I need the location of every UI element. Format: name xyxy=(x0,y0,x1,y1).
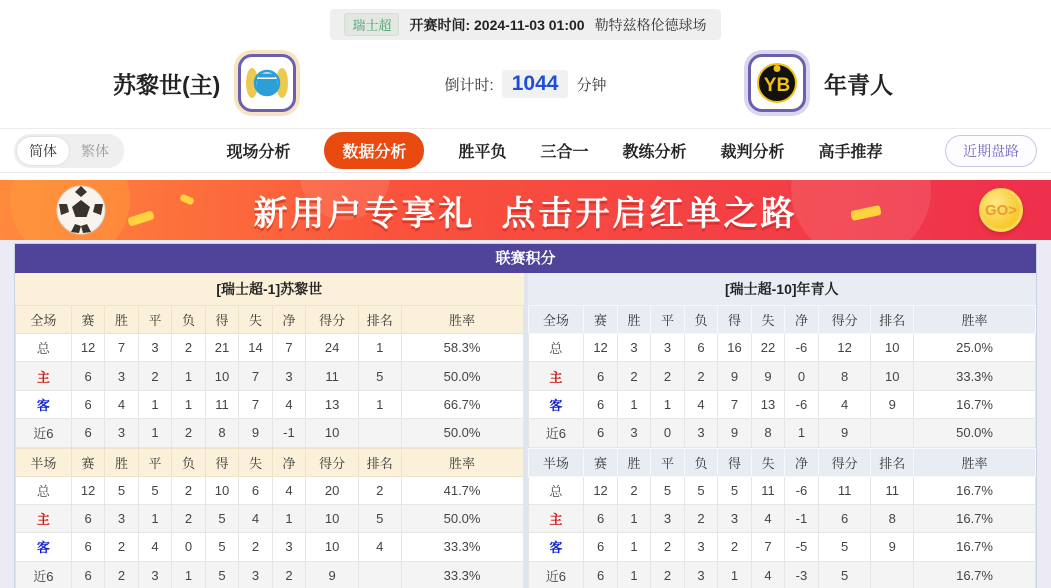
stat-cell: 16 xyxy=(718,334,751,362)
away-team-logo xyxy=(748,54,806,112)
column-header: 赛 xyxy=(71,306,104,334)
stat-cell: 3 xyxy=(617,334,650,362)
stat-cell: 4 xyxy=(751,504,784,532)
column-header: 负 xyxy=(172,448,205,476)
recent-trends-button[interactable]: 近期盘路 xyxy=(945,135,1037,167)
stat-cell: 7 xyxy=(239,390,272,418)
stat-cell: 6 xyxy=(584,561,617,588)
column-header: 半场 xyxy=(16,448,72,476)
row-label: 主 xyxy=(16,362,72,390)
stat-cell: -3 xyxy=(785,561,818,588)
column-header: 净 xyxy=(272,306,305,334)
table-row xyxy=(528,561,1036,588)
away-stats-panel xyxy=(528,273,1037,588)
stat-cell: 9 xyxy=(306,561,359,588)
column-header: 赛 xyxy=(584,448,617,476)
stat-cell: 6 xyxy=(818,504,871,532)
stat-cell: 6 xyxy=(684,334,717,362)
column-header: 失 xyxy=(239,306,272,334)
stat-cell: -6 xyxy=(785,390,818,418)
stat-cell: 10 xyxy=(306,419,359,447)
stat-cell: 1 xyxy=(617,561,650,588)
stat-cell: 7 xyxy=(718,390,751,418)
column-header: 得 xyxy=(205,448,238,476)
table-row xyxy=(16,533,524,561)
home-half-header xyxy=(16,448,524,476)
stat-cell: 12 xyxy=(818,334,871,362)
tables-wrap xyxy=(15,273,1036,588)
table-row xyxy=(16,561,524,588)
column-header: 负 xyxy=(684,448,717,476)
stat-cell: 1 xyxy=(272,504,305,532)
stat-cell: 25.0% xyxy=(914,334,1036,362)
row-label: 客 xyxy=(528,390,584,418)
table-row xyxy=(16,476,524,504)
stat-cell: 1 xyxy=(617,533,650,561)
stat-cell: 5 xyxy=(684,476,717,504)
away-subtitle: [瑞士超-10]年青人 xyxy=(528,273,1037,305)
tab-data-analysis[interactable]: 数据分析 xyxy=(324,132,424,169)
stat-cell: 4 xyxy=(358,533,401,561)
column-header: 胜 xyxy=(105,448,138,476)
home-subtitle: [瑞士超-1]苏黎世 xyxy=(15,273,524,305)
nav-bar xyxy=(0,128,1051,173)
stat-cell: 5 xyxy=(105,476,138,504)
banner-text: 新用户专享礼 点击开启红单之路 xyxy=(253,194,798,233)
stat-cell: 5 xyxy=(651,476,684,504)
column-header: 胜率 xyxy=(401,448,523,476)
stat-cell: 6 xyxy=(584,362,617,390)
stat-cell: 16.7% xyxy=(914,533,1036,561)
stat-cell: 3 xyxy=(617,419,650,447)
row-label: 客 xyxy=(16,390,72,418)
stat-cell: 4 xyxy=(239,504,272,532)
stat-cell: 1 xyxy=(358,334,401,362)
column-header: 负 xyxy=(172,306,205,334)
stat-cell: 3 xyxy=(138,334,171,362)
stat-cell: 0 xyxy=(785,362,818,390)
home-full-header xyxy=(16,306,524,334)
column-header: 平 xyxy=(651,448,684,476)
stat-cell: 50.0% xyxy=(401,504,523,532)
row-label: 近6 xyxy=(528,561,584,588)
countdown-value: 1044 xyxy=(502,70,569,98)
stat-cell: 14 xyxy=(239,334,272,362)
stat-cell: 10 xyxy=(205,476,238,504)
row-label: 主 xyxy=(528,362,584,390)
stat-cell: 2 xyxy=(684,362,717,390)
column-header: 赛 xyxy=(584,306,617,334)
column-header: 得 xyxy=(718,306,751,334)
stat-cell: 6 xyxy=(71,533,104,561)
stat-cell: 11 xyxy=(751,476,784,504)
row-label: 主 xyxy=(528,504,584,532)
column-header: 胜 xyxy=(617,306,650,334)
stat-cell: 4 xyxy=(818,390,871,418)
stat-cell: 9 xyxy=(871,390,914,418)
stat-cell: 5 xyxy=(718,476,751,504)
column-header: 全场 xyxy=(16,306,72,334)
stat-cell: 10 xyxy=(306,533,359,561)
row-label: 近6 xyxy=(16,561,72,588)
promo-banner[interactable] xyxy=(0,180,1051,240)
stat-cell: 9 xyxy=(718,419,751,447)
table-row xyxy=(528,334,1036,362)
stat-cell: 3 xyxy=(272,533,305,561)
stat-cell: 3 xyxy=(105,504,138,532)
row-label: 近6 xyxy=(528,419,584,447)
stat-cell: 11 xyxy=(818,476,871,504)
venue-name: 勒特兹格伦德球场 xyxy=(594,16,707,33)
stat-cell: 66.7% xyxy=(401,390,523,418)
column-header: 全场 xyxy=(528,306,584,334)
stat-cell: 12 xyxy=(584,476,617,504)
stat-cell: 5 xyxy=(818,533,871,561)
column-header: 胜率 xyxy=(914,448,1036,476)
league-badge: 瑞士超 xyxy=(344,13,399,36)
stat-cell: 7 xyxy=(239,362,272,390)
kickoff-time: 开赛时间: 2024-11-03 01:00 xyxy=(409,16,585,33)
stat-cell: 2 xyxy=(617,362,650,390)
column-header: 平 xyxy=(138,306,171,334)
stat-cell: 1 xyxy=(617,390,650,418)
row-label: 总 xyxy=(16,334,72,362)
stat-cell: 2 xyxy=(617,476,650,504)
stat-cell: 1 xyxy=(172,390,205,418)
lang-simplified-button[interactable]: 简体 xyxy=(17,137,69,165)
stat-cell: 2 xyxy=(172,334,205,362)
stat-cell: 3 xyxy=(684,533,717,561)
stat-cell: -5 xyxy=(785,533,818,561)
row-label: 总 xyxy=(16,476,72,504)
stat-cell: 3 xyxy=(684,419,717,447)
stat-cell: 2 xyxy=(718,533,751,561)
stat-cell: 2 xyxy=(651,533,684,561)
table-row xyxy=(16,362,524,390)
column-header: 失 xyxy=(751,448,784,476)
stat-cell: 10 xyxy=(306,504,359,532)
stat-cell: 33.3% xyxy=(914,362,1036,390)
stat-cell: 21 xyxy=(205,334,238,362)
away-full-table xyxy=(528,305,1037,448)
table-row xyxy=(528,390,1036,418)
stat-cell: 6 xyxy=(71,561,104,588)
stat-cell: 2 xyxy=(239,533,272,561)
stat-cell xyxy=(358,419,401,447)
table-row xyxy=(16,504,524,532)
stat-cell: 5 xyxy=(138,476,171,504)
tab-referee-analysis[interactable]: 裁判分析 xyxy=(720,144,785,161)
column-header: 净 xyxy=(785,448,818,476)
stat-cell: 13 xyxy=(306,390,359,418)
column-header: 排名 xyxy=(358,448,401,476)
stat-cell: 10 xyxy=(871,362,914,390)
stat-cell: 4 xyxy=(272,390,305,418)
stat-cell: 58.3% xyxy=(401,334,523,362)
stat-cell: 8 xyxy=(818,362,871,390)
stat-cell xyxy=(358,561,401,588)
column-header: 净 xyxy=(272,448,305,476)
stat-cell: 41.7% xyxy=(401,476,523,504)
column-header: 得分 xyxy=(818,306,871,334)
stat-cell: 1 xyxy=(785,419,818,447)
column-header: 半场 xyxy=(528,448,584,476)
column-header: 失 xyxy=(239,448,272,476)
tab-three-in-one[interactable]: 三合一 xyxy=(540,144,589,161)
stat-cell: 6 xyxy=(584,419,617,447)
tab-live-analysis[interactable]: 现场分析 xyxy=(226,144,291,161)
league-points-box xyxy=(14,243,1037,588)
stat-cell: 3 xyxy=(651,504,684,532)
column-header: 胜 xyxy=(617,448,650,476)
table-row xyxy=(16,390,524,418)
column-header: 胜率 xyxy=(401,306,523,334)
stat-cell: 24 xyxy=(306,334,359,362)
home-stats-panel xyxy=(15,273,524,588)
stat-cell: 6 xyxy=(71,419,104,447)
stat-cell: 5 xyxy=(358,504,401,532)
stat-cell: 4 xyxy=(751,561,784,588)
stat-cell: 16.7% xyxy=(914,504,1036,532)
table-row xyxy=(528,504,1036,532)
home-half-table xyxy=(15,448,524,588)
match-info xyxy=(330,9,720,40)
row-label: 总 xyxy=(528,334,584,362)
stat-cell: 5 xyxy=(205,561,238,588)
stat-cell: 5 xyxy=(205,504,238,532)
stat-cell: 1 xyxy=(718,561,751,588)
league-table-section xyxy=(0,240,1051,588)
stat-cell: 2 xyxy=(172,419,205,447)
stat-cell: 0 xyxy=(651,419,684,447)
stat-cell: 16.7% xyxy=(914,476,1036,504)
stat-cell: 1 xyxy=(138,390,171,418)
stat-cell: -1 xyxy=(785,504,818,532)
stat-cell: 50.0% xyxy=(401,362,523,390)
stat-cell: 1 xyxy=(138,419,171,447)
stat-cell: 2 xyxy=(272,561,305,588)
column-header: 平 xyxy=(651,306,684,334)
stat-cell: 1 xyxy=(172,362,205,390)
stat-cell: 2 xyxy=(358,476,401,504)
stat-cell: 3 xyxy=(651,334,684,362)
column-header: 失 xyxy=(751,306,784,334)
stat-cell: 6 xyxy=(71,504,104,532)
stat-cell: 7 xyxy=(105,334,138,362)
table-row xyxy=(16,419,524,447)
stat-cell: -6 xyxy=(785,476,818,504)
stat-cell xyxy=(871,561,914,588)
tab-expert-picks[interactable]: 高手推荐 xyxy=(818,144,883,161)
stat-cell: 12 xyxy=(584,334,617,362)
league-table-title: 联赛积分 xyxy=(15,244,1036,273)
stat-cell: 7 xyxy=(272,334,305,362)
stat-cell: 2 xyxy=(138,362,171,390)
stat-cell: 8 xyxy=(871,504,914,532)
table-row xyxy=(528,362,1036,390)
away-full-header xyxy=(528,306,1036,334)
row-label: 近6 xyxy=(16,419,72,447)
stat-cell: 9 xyxy=(239,419,272,447)
tab-win-draw-lose[interactable]: 胜平负 xyxy=(458,144,507,161)
column-header: 平 xyxy=(138,448,171,476)
row-label: 主 xyxy=(16,504,72,532)
stat-cell: 7 xyxy=(751,533,784,561)
home-full-table xyxy=(15,305,524,448)
column-header: 得分 xyxy=(306,448,359,476)
stat-cell: 6 xyxy=(584,533,617,561)
stat-cell: 13 xyxy=(751,390,784,418)
language-toggle xyxy=(14,134,124,168)
stat-cell: 6 xyxy=(584,504,617,532)
stat-cell: 50.0% xyxy=(914,419,1036,447)
table-row xyxy=(528,533,1036,561)
stat-cell: 3 xyxy=(684,561,717,588)
stat-cell: 9 xyxy=(818,419,871,447)
column-header: 净 xyxy=(785,306,818,334)
stat-cell: 4 xyxy=(272,476,305,504)
stat-cell: 5 xyxy=(358,362,401,390)
stat-cell: 11 xyxy=(306,362,359,390)
countdown xyxy=(0,70,1051,98)
stat-cell: 3 xyxy=(105,362,138,390)
away-team-name: 年青人 xyxy=(824,71,893,98)
stat-cell: 22 xyxy=(751,334,784,362)
column-header: 赛 xyxy=(71,448,104,476)
stat-cell: 16.7% xyxy=(914,561,1036,588)
stat-cell: 3 xyxy=(239,561,272,588)
stat-cell: 1 xyxy=(138,504,171,532)
stat-cell: 10 xyxy=(871,334,914,362)
stat-cell: 16.7% xyxy=(914,390,1036,418)
column-header: 排名 xyxy=(358,306,401,334)
row-label: 客 xyxy=(16,533,72,561)
stat-cell: 2 xyxy=(105,533,138,561)
stat-cell: 4 xyxy=(138,533,171,561)
column-header: 胜率 xyxy=(914,306,1036,334)
stat-cell: 9 xyxy=(871,533,914,561)
column-header: 负 xyxy=(684,306,717,334)
table-row xyxy=(528,419,1036,447)
stat-cell: 10 xyxy=(205,362,238,390)
column-header: 排名 xyxy=(871,306,914,334)
lang-traditional-button[interactable]: 繁体 xyxy=(81,142,109,159)
away-team xyxy=(748,54,893,112)
stat-cell: 2 xyxy=(172,476,205,504)
stat-cell: 3 xyxy=(718,504,751,532)
stat-cell: 33.3% xyxy=(401,561,523,588)
stat-cell: 9 xyxy=(718,362,751,390)
stat-cell: 12 xyxy=(71,476,104,504)
stat-cell: 2 xyxy=(684,504,717,532)
stat-cell: 5 xyxy=(205,533,238,561)
home-team-name: 苏黎世(主) xyxy=(113,71,221,98)
stat-cell: 50.0% xyxy=(401,419,523,447)
nav-tabs xyxy=(164,132,945,169)
countdown-unit: 分钟 xyxy=(576,76,607,94)
stat-cell: 1 xyxy=(172,561,205,588)
stat-cell: 11 xyxy=(205,390,238,418)
row-label: 客 xyxy=(528,533,584,561)
stat-cell: 6 xyxy=(71,362,104,390)
stat-cell: 33.3% xyxy=(401,533,523,561)
table-row xyxy=(528,476,1036,504)
stat-cell: 0 xyxy=(172,533,205,561)
stat-cell: -1 xyxy=(272,419,305,447)
column-header: 得 xyxy=(205,306,238,334)
stat-cell: -6 xyxy=(785,334,818,362)
away-half-table xyxy=(528,448,1037,588)
stat-cell: 6 xyxy=(239,476,272,504)
countdown-label: 倒计时: xyxy=(444,76,494,94)
stat-cell: 12 xyxy=(71,334,104,362)
stat-cell: 3 xyxy=(272,362,305,390)
column-header: 得 xyxy=(718,448,751,476)
stat-cell: 2 xyxy=(651,561,684,588)
go-button[interactable]: GO> xyxy=(979,188,1023,232)
stat-cell: 6 xyxy=(71,390,104,418)
match-info-bar xyxy=(0,0,1051,40)
column-header: 得分 xyxy=(818,448,871,476)
tab-coach-analysis[interactable]: 教练分析 xyxy=(622,144,687,161)
stat-cell: 2 xyxy=(651,362,684,390)
yb-badge-icon xyxy=(754,60,800,106)
column-header: 排名 xyxy=(871,448,914,476)
stat-cell: 1 xyxy=(651,390,684,418)
stat-cell: 8 xyxy=(751,419,784,447)
stat-cell: 2 xyxy=(105,561,138,588)
column-header: 得分 xyxy=(306,306,359,334)
stat-cell: 3 xyxy=(138,561,171,588)
away-half-header xyxy=(528,448,1036,476)
stat-cell: 4 xyxy=(105,390,138,418)
stat-cell: 4 xyxy=(684,390,717,418)
svg-text:YB: YB xyxy=(763,75,791,96)
stat-cell: 5 xyxy=(818,561,871,588)
stat-cell: 8 xyxy=(205,419,238,447)
stat-cell: 9 xyxy=(751,362,784,390)
stat-cell: 11 xyxy=(871,476,914,504)
stat-cell: 6 xyxy=(584,390,617,418)
stat-cell: 3 xyxy=(105,419,138,447)
teams-header xyxy=(0,40,1051,128)
stat-cell: 20 xyxy=(306,476,359,504)
stat-cell: 1 xyxy=(358,390,401,418)
stat-cell: 2 xyxy=(172,504,205,532)
stat-cell xyxy=(871,419,914,447)
row-label: 总 xyxy=(528,476,584,504)
column-header: 胜 xyxy=(105,306,138,334)
table-row xyxy=(16,334,524,362)
stat-cell: 1 xyxy=(617,504,650,532)
